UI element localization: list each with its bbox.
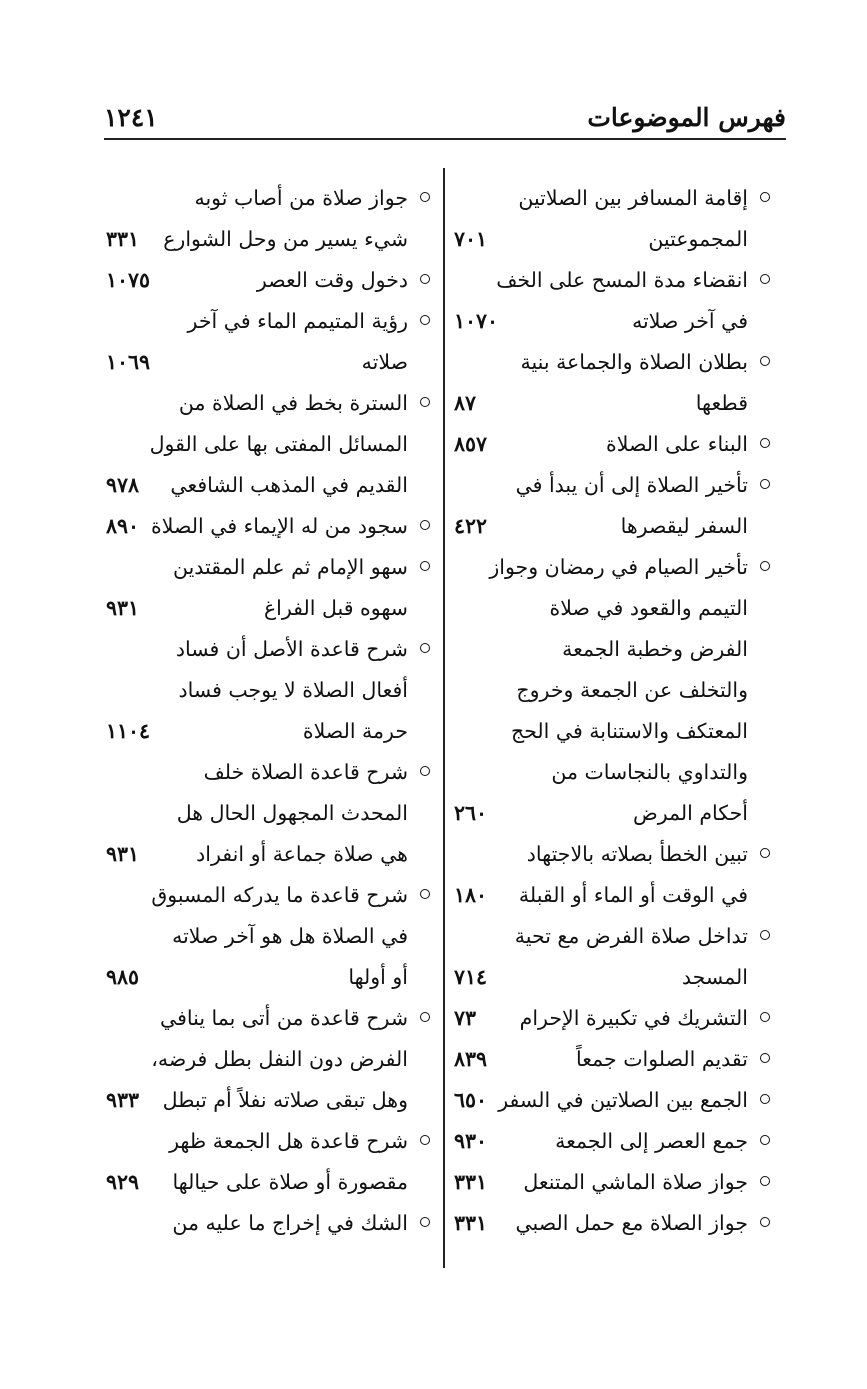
entry-page-number: ٧٣ — [454, 1006, 477, 1030]
header-title: فهرس الموضوعات — [587, 103, 786, 132]
column-divider — [443, 168, 445, 1268]
bullet-circle-icon — [760, 192, 770, 202]
entry-page-number: ٣٣١ — [106, 227, 140, 251]
entry-text: أفعال الصلاة لا يوجب فساد — [178, 678, 408, 702]
entry-page-number: ١١٠٤ — [106, 719, 151, 743]
entry-text: وهل تبقى صلاته نفلاً أم تبطل — [162, 1088, 408, 1112]
index-entry — [452, 916, 770, 998]
entry-text: إقامة المسافر بين الصلاتين — [518, 186, 748, 210]
bullet-circle-icon — [760, 930, 770, 940]
entry-text: شرح قاعدة من أتى بما ينافي — [160, 1006, 408, 1030]
entry-text: سهو الإمام ثم علم المقتدين — [172, 555, 408, 579]
entry-text: بطلان الصلاة والجماعة بنية — [520, 350, 748, 374]
bullet-circle-icon — [760, 561, 770, 571]
entry-text: الجمع بين الصلاتين في السفر — [498, 1088, 748, 1112]
entry-text: تقديم الصلوات جمعاً — [576, 1047, 748, 1071]
entry-text: المسائل المفتى بها على القول — [149, 432, 408, 456]
entry-text: شرح قاعدة هل الجمعة ظهر — [169, 1129, 408, 1153]
bullet-circle-icon — [760, 1012, 770, 1022]
entry-page-number: ٩٣١ — [106, 596, 140, 620]
entry-page-number: ١٠٦٩ — [106, 350, 151, 374]
bullet-circle-icon — [420, 766, 430, 776]
index-entry — [452, 342, 770, 424]
entry-text: حرمة الصلاة — [302, 719, 408, 743]
bullet-circle-icon — [420, 274, 430, 284]
entry-text: المحدث المجهول الحال هل — [176, 801, 408, 825]
index-entry — [104, 383, 430, 506]
entry-page-number: ٤٢٢ — [454, 514, 488, 538]
entry-text: البناء على الصلاة — [605, 432, 748, 456]
entry-text: مقصورة أو صلاة على حيالها — [172, 1170, 408, 1194]
entry-page-number: ٨٥٧ — [454, 432, 488, 456]
entry-page-number: ٣٣١ — [454, 1211, 488, 1235]
entry-text: والتخلف عن الجمعة وخروج — [516, 678, 748, 702]
entry-text: شيء يسير من وحل الشوارع — [163, 227, 408, 251]
entry-page-number: ٣٣١ — [454, 1170, 488, 1194]
entry-page-number: ٧٠١ — [454, 227, 488, 251]
index-entry — [104, 178, 430, 260]
bullet-circle-icon — [760, 1053, 770, 1063]
entry-text: جواز صلاة من أصاب ثوبه — [194, 186, 408, 210]
entry-text: سهوه قبل الفراغ — [263, 596, 408, 620]
entry-text: تبين الخطأ بصلاته بالاجتهاد — [526, 842, 748, 866]
entry-page-number: ١٠٧٥ — [106, 268, 151, 292]
page-header — [104, 96, 786, 140]
entry-text: تأخير الصلاة إلى أن يبدأ في — [515, 473, 748, 497]
entry-text: تداخل صلاة الفرض مع تحية — [514, 924, 748, 948]
index-entry — [104, 629, 430, 752]
entry-text: في الصلاة هل هو آخر صلاته — [172, 924, 408, 948]
entry-text: في الوقت أو الماء أو القبلة — [518, 883, 748, 907]
bullet-circle-icon — [760, 356, 770, 366]
entry-text: الشك في إخراج ما عليه من — [172, 1211, 408, 1235]
bullet-circle-icon — [420, 192, 430, 202]
entry-text: شرح قاعدة ما يدركه المسبوق — [151, 883, 408, 907]
entry-text: انقضاء مدة المسح على الخف — [496, 268, 748, 292]
index-entry — [104, 1121, 430, 1203]
index-entry — [452, 260, 770, 342]
bullet-circle-icon — [760, 1176, 770, 1186]
bullet-circle-icon — [760, 1135, 770, 1145]
entry-text: في آخر صلاته — [632, 309, 748, 333]
bullet-circle-icon — [420, 1012, 430, 1022]
index-entry — [452, 1203, 770, 1244]
entry-page-number: ٩٣٠ — [454, 1129, 488, 1153]
index-entry — [104, 301, 430, 383]
entry-text: الفرض وخطبة الجمعة — [562, 637, 748, 661]
entry-text: السترة بخط في الصلاة من — [178, 391, 408, 415]
bullet-circle-icon — [760, 1217, 770, 1227]
entry-text: رؤية المتيمم الماء في آخر — [187, 309, 408, 333]
index-entry — [452, 1080, 770, 1121]
bullet-circle-icon — [420, 397, 430, 407]
index-entry — [452, 1121, 770, 1162]
entry-text: شرح قاعدة الصلاة خلف — [203, 760, 408, 784]
bullet-circle-icon — [420, 643, 430, 653]
bullet-circle-icon — [420, 561, 430, 571]
bullet-circle-icon — [760, 274, 770, 284]
bullet-circle-icon — [760, 438, 770, 448]
entry-text: دخول وقت العصر — [256, 268, 408, 292]
entry-text: والتداوي بالنجاسات من — [551, 760, 748, 784]
index-entry — [104, 752, 430, 875]
entry-text: أو أولها — [348, 965, 408, 989]
entry-text: المعتكف والاستنابة في الحج — [510, 719, 748, 743]
bullet-circle-icon — [420, 1217, 430, 1227]
entry-text: جواز صلاة الماشي المتنعل — [523, 1170, 748, 1194]
entry-page-number: ٦٥٠ — [454, 1088, 488, 1112]
page-number: ١٢٤١ — [104, 103, 158, 132]
entry-text: صلاته — [361, 350, 408, 374]
entry-text: الفرض دون النفل بطل فرضه، — [151, 1047, 408, 1071]
index-column-right — [452, 178, 770, 1244]
entry-page-number: ٨٣٩ — [454, 1047, 488, 1071]
entry-text: التشريك في تكبيرة الإحرام — [519, 1006, 748, 1030]
entry-text: جمع العصر إلى الجمعة — [555, 1129, 748, 1153]
bullet-circle-icon — [420, 315, 430, 325]
entry-page-number: ٧١٤ — [454, 965, 488, 989]
entry-text: المسجد — [681, 965, 748, 989]
entry-page-number: ٩٢٩ — [106, 1170, 140, 1194]
bullet-circle-icon — [760, 848, 770, 858]
index-entry — [452, 465, 770, 547]
entry-page-number: ٩٣١ — [106, 842, 140, 866]
entry-text: تأخير الصيام في رمضان وجواز — [489, 555, 748, 579]
bullet-circle-icon — [420, 1135, 430, 1145]
bullet-circle-icon — [420, 889, 430, 899]
entry-text: أحكام المرض — [632, 801, 748, 825]
entry-page-number: ١٠٧٠ — [454, 309, 499, 333]
entry-page-number: ٩٧٨ — [106, 473, 140, 497]
entry-text: المجموعتين — [648, 227, 748, 251]
index-entry — [452, 1039, 770, 1080]
entry-text: هي صلاة جماعة أو انفراد — [196, 842, 408, 866]
index-entry — [452, 1162, 770, 1203]
index-entry — [104, 1203, 430, 1244]
entry-text: القديم في المذهب الشافعي — [170, 473, 408, 497]
entry-text: السفر ليقصرها — [620, 514, 748, 538]
index-entry — [452, 547, 770, 834]
index-entry — [104, 506, 430, 547]
index-entry — [104, 260, 430, 301]
entry-text: قطعها — [695, 391, 748, 415]
bullet-circle-icon — [760, 479, 770, 489]
index-entry — [104, 547, 430, 629]
bullet-circle-icon — [420, 520, 430, 530]
index-entry — [452, 834, 770, 916]
entry-page-number: ٨٩٠ — [106, 514, 140, 538]
index-entry — [104, 875, 430, 998]
entry-page-number: ٢٦٠ — [454, 801, 488, 825]
entry-page-number: ٨٧ — [454, 391, 477, 415]
index-entry — [452, 998, 770, 1039]
entry-text: سجود من له الإيماء في الصلاة — [151, 514, 408, 538]
entry-text: التيمم والقعود في صلاة — [549, 596, 748, 620]
index-entry — [104, 998, 430, 1121]
entry-text: شرح قاعدة الأصل أن فساد — [175, 637, 408, 661]
entry-text: جواز الصلاة مع حمل الصبي — [515, 1211, 748, 1235]
index-entry — [452, 424, 770, 465]
entry-page-number: ٩٨٥ — [106, 965, 140, 989]
entry-page-number: ٩٣٣ — [106, 1088, 140, 1112]
index-column-left — [104, 178, 430, 1244]
bullet-circle-icon — [760, 1094, 770, 1104]
index-entry — [452, 178, 770, 260]
entry-page-number: ١٨٠ — [454, 883, 488, 907]
